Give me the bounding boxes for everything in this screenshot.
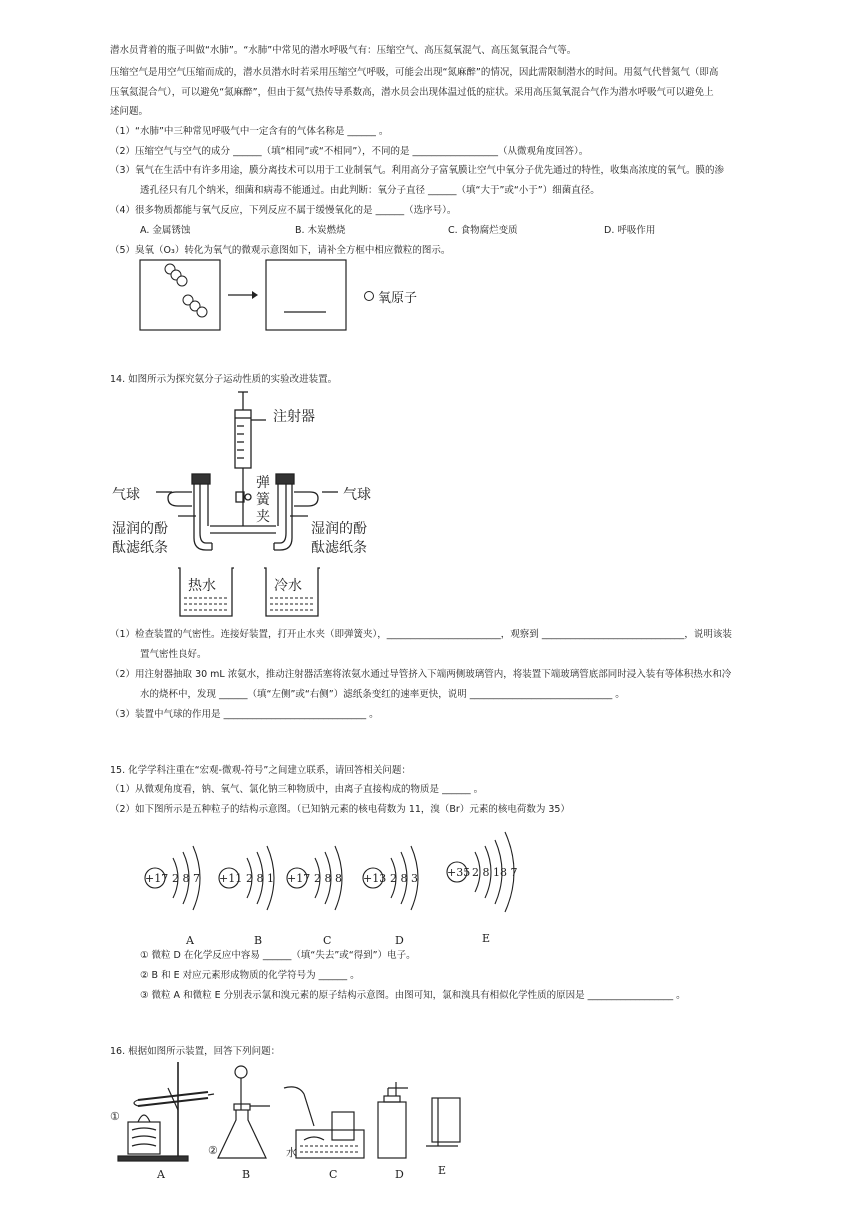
intro-line-3: 压氧氦混合气），可以避免“氮麻醉”，但由于氦气热传导系数高，潜水员会出现体温过低的症状。采用高压氮氧混合气作为潜水呼吸气可以避免上 bbox=[110, 87, 714, 98]
label-water: 水 bbox=[286, 1146, 297, 1159]
q13-part-3b: 透孔径只有几个纳米，细菌和病毒不能通过。由此判断：氧分子直径 ______（填“大于”或“小于”）细菌直径。 bbox=[140, 185, 600, 196]
atom-e-label: E bbox=[482, 932, 491, 945]
apparatus-d-label: D bbox=[395, 1168, 404, 1181]
atom-b-shells: 2 8 1 bbox=[246, 872, 274, 885]
q14-part-1b: 置气密性良好。 bbox=[140, 649, 207, 660]
atom-b-nucleus: +11 bbox=[219, 872, 243, 885]
q16-title: 16. 根据如图所示装置，回答下列问题： bbox=[110, 1046, 281, 1057]
label-cold-water: 冷水 bbox=[274, 578, 302, 594]
q13-part-1: （1）“水肺”中三种常见呼吸气中一定含有的气体名称是 ______ 。 bbox=[110, 126, 389, 137]
label-clip-3: 夹 bbox=[256, 509, 270, 525]
apparatus-a-label: A bbox=[157, 1168, 165, 1181]
q13-option-c: C. 食物腐烂变质 bbox=[448, 225, 518, 236]
q14-title: 14. 如图所示为探究氨分子运动性质的实验改进装置。 bbox=[110, 374, 338, 385]
legend-oxygen-atom: 氧原子 bbox=[378, 291, 418, 306]
atom-d-nucleus: +13 bbox=[363, 872, 387, 885]
oxygen-atom-icon bbox=[365, 292, 374, 301]
label-paper-left-2: 酞滤纸条 bbox=[112, 540, 168, 556]
label-paper-right-2: 酞滤纸条 bbox=[311, 540, 367, 556]
q14-part-2a: （2）用注射器抽取 30 mL 浓氨水，推动注射器活塞将浓氨水通过导管挤入下端两侧玻璃管内，将装置下端玻璃管底部同时浸入装有等体积热水和冷 bbox=[110, 669, 732, 680]
q15-part-2: （2）如下图所示是五种粒子的结构示意图。（已知钠元素的核电荷数为 11，溴（Br）元素的核电荷数为 35） bbox=[110, 804, 570, 815]
q14-part-1a: （1）检查装置的气密性。连接好装置，打开止水夹（即弹簧夹），________________________，观察到 ______________________________，说明该装 bbox=[110, 629, 732, 640]
apparatus-b-label: B bbox=[242, 1168, 251, 1181]
label-hot-water: 热水 bbox=[188, 578, 216, 594]
q15-title: 15. 化学学科注重在“宏观-微观-符号”之间建立联系，请回答相关问题： bbox=[110, 765, 411, 776]
label-balloon-right: 气球 bbox=[343, 487, 371, 503]
label-paper-left-1: 湿润的酚 bbox=[112, 521, 168, 537]
mark-2: ② bbox=[208, 1144, 218, 1157]
atom-a-label: A bbox=[186, 934, 194, 947]
label-balloon-left: 气球 bbox=[112, 487, 140, 503]
intro-line-4: 述问题。 bbox=[110, 106, 149, 117]
label-syringe: 注射器 bbox=[273, 409, 315, 425]
q13-part-4: （4）很多物质都能与氧气反应，下列反应不属于缓慢氧化的是 ______（选序号）。 bbox=[110, 205, 457, 216]
ozone-box bbox=[140, 260, 220, 330]
apparatus-c-label: C bbox=[329, 1168, 338, 1181]
intro-line-2: 压缩空气是用空气压缩而成的，潜水员潜水时若采用压缩空气呼吸，可能会出现“氮麻醉”的情况，因此需限制潜水的时间。用氦气代替氮气（即高 bbox=[110, 67, 719, 78]
label-paper-right-1: 湿润的酚 bbox=[311, 521, 367, 537]
q13-part-5: （5）臭氧（O₃）转化为氧气的微观示意图如下，请补全方框中相应微粒的图示。 bbox=[110, 245, 451, 256]
q15-sub-2: ② B 和 E 对应元素形成物质的化学符号为 ______ 。 bbox=[140, 970, 360, 981]
ozone-molecules bbox=[165, 264, 207, 317]
q13-option-a: A. 金属锈蚀 bbox=[140, 225, 191, 236]
q13-part-2: （2）压缩空气与空气的成分 ______（填“相同”或“不相同”），不同的是 __________________（从微观角度回答）。 bbox=[110, 146, 589, 157]
atom-e-nucleus: +35 bbox=[447, 866, 471, 879]
atom-e-shells: 2 8 18 7 bbox=[472, 866, 518, 879]
atom-d-shells: 2 8 3 bbox=[390, 872, 418, 885]
q15-sub-1: ① 微粒 D 在化学反应中容易 ______（填“失去”或“得到”）电子。 bbox=[140, 950, 416, 961]
intro-line-1: 潜水员背着的瓶子叫做“水肺”。“水肺”中常见的潜水呼吸气有：压缩空气、高压氦氧混气、高压氮氧混合气等。 bbox=[110, 45, 577, 56]
atom-a-nucleus: +17 bbox=[145, 872, 169, 885]
q14-part-3: （3）装置中气球的作用是 ______________________________ 。 bbox=[110, 709, 379, 720]
apparatus-e-label: E bbox=[438, 1164, 447, 1177]
atom-b-label: B bbox=[254, 934, 263, 947]
q13-option-b: B. 木炭燃烧 bbox=[295, 225, 346, 236]
label-clip-2: 簧 bbox=[256, 492, 270, 508]
label-clip-1: 弹 bbox=[256, 475, 270, 491]
q14-part-2b: 水的烧杯中，发现 ______（填“左侧”或“右侧”）滤纸条变红的速率更快，说明 ______________________________ 。 bbox=[140, 689, 625, 700]
atom-c-label: C bbox=[323, 934, 332, 947]
atom-d-label: D bbox=[395, 934, 404, 947]
mark-1: ① bbox=[110, 1110, 120, 1123]
atom-c-nucleus: +17 bbox=[287, 872, 311, 885]
q13-option-d: D. 呼吸作用 bbox=[604, 225, 656, 236]
atom-c-shells: 2 8 8 bbox=[314, 872, 342, 885]
q15-part-1: （1）从微观角度看，钠、氧气、氯化钠三种物质中，由离子直接构成的物质是 ______ 。 bbox=[110, 784, 484, 795]
q13-part-3a: （3）氧气在生活中有许多用途，膜分离技术可以用于工业制氧气。利用高分子富氧膜让空气中氧分子优先通过的特性，收集高浓度的氧气。膜的渗 bbox=[110, 165, 725, 176]
q15-sub-3: ③ 微粒 A 和微粒 E 分别表示氯和溴元素的原子结构示意图。由图可知，氯和溴具有相似化学性质的原因是 __________________ 。 bbox=[140, 990, 686, 1001]
atom-a-shells: 2 8 7 bbox=[172, 872, 200, 885]
answer-box bbox=[266, 260, 346, 330]
